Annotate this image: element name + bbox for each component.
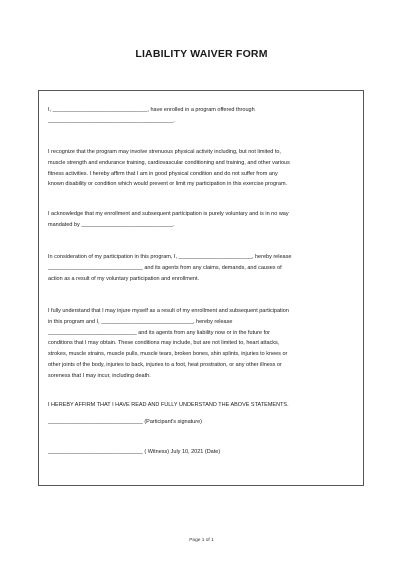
page-footer: Page 1 of 1 — [189, 538, 214, 543]
text-line: _________________________________________. — [48, 117, 175, 124]
affirmation-paragraph — [48, 400, 360, 411]
witness-date-text: _______________________________ ( Witness) July 10, 2021 (Date) — [48, 449, 221, 455]
text-line: fitness activities. I hereby affirm that I am in good physical condition and do not suffer from any — [48, 170, 278, 177]
voluntary-paragraph — [48, 209, 360, 231]
recognition-paragraph — [48, 147, 360, 190]
text-line: I, _______________________________, have enrolled in a program offered through — [48, 107, 255, 113]
text-line: I recognize that the program may involve strenuous physical activity including, but not limited to, — [48, 149, 281, 155]
text-line: in this program and I, ______________________________, hereby release — [48, 318, 233, 325]
text-line: _______________________________ and its agents from any claims, demands, and causes of — [48, 264, 282, 271]
release-paragraph — [48, 252, 360, 284]
text-line: In consideration of my participation in this program, I, ________________________, hereby release — [48, 254, 292, 260]
participant-signature-line — [48, 417, 360, 428]
text-line: action as a result of my voluntary participation and enrollment. — [48, 275, 200, 282]
text-line: muscle strength and endurance training, cardiovascular conditioning and training, and other various — [48, 159, 290, 166]
affirmation-statement: I HEREBY AFFIRM THAT I HAVE READ AND FULLY UNDERSTAND THE ABOVE STATEMENTS. — [48, 402, 289, 408]
text-line: strokes, muscle strains, muscle pulls, muscle tears, broken bones, shin splints, injuries to knees or — [48, 351, 288, 358]
text-line: known disability or condition which would prevent or limit my participation in this exercise program. — [48, 181, 288, 188]
enrollment-paragraph — [48, 105, 360, 127]
text-line: _____________________________ and its agents from any liability now or in the future for — [48, 329, 270, 336]
text-line: conditions that I may obtain. These conditions may include, but are not limited to, heart attacks, — [48, 340, 280, 347]
text-line: I fully understand that I may injure myself as a result of my enrollment and subsequent participation — [48, 308, 289, 314]
text-line: other joints of the body, injuries to back, injuries to a foot, heat prostration, or any other illness or — [48, 361, 282, 368]
text-line: I acknowledge that my enrollment and subsequent participation is purely voluntary and is in no way — [48, 211, 289, 217]
liability-paragraph — [48, 306, 360, 382]
form-title: LIABILITY WAIVER FORM — [135, 48, 268, 60]
text-line: mandated by ______________________________. — [48, 221, 175, 228]
witness-signature-line — [48, 447, 360, 458]
participant-signature-text: _______________________________ (Participant's signature) — [48, 419, 202, 425]
text-line: soreness that I may incur, including death. — [48, 372, 151, 379]
